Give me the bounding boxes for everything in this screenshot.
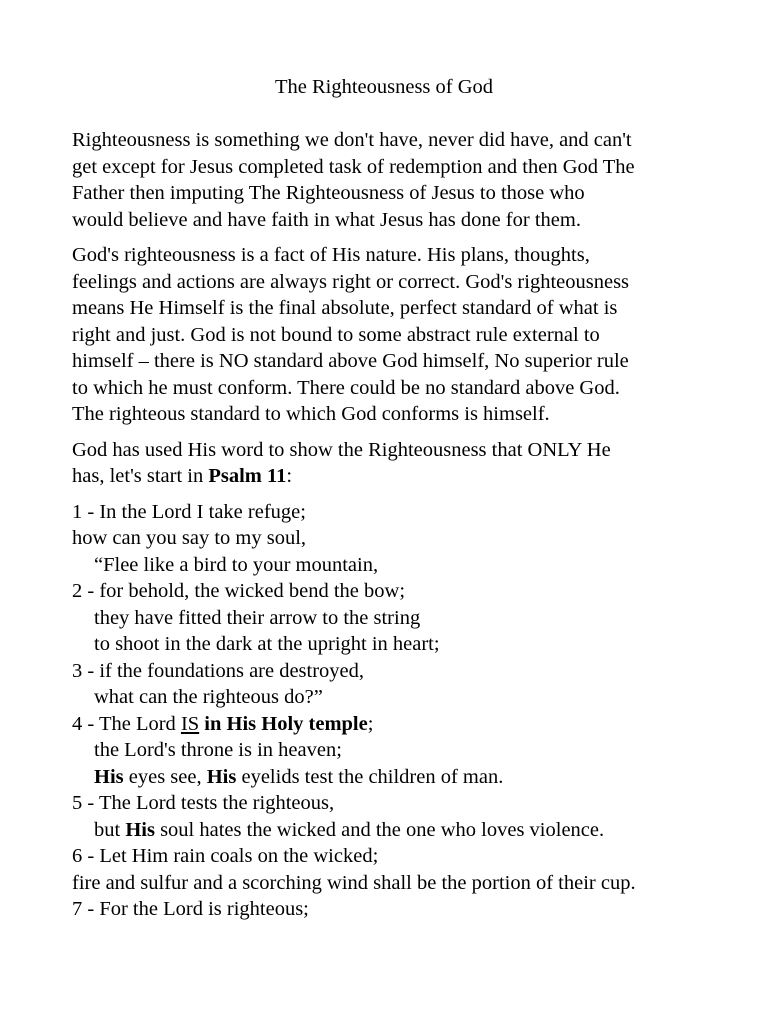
text-run: but (94, 818, 126, 841)
text-run: ; (367, 712, 374, 735)
verse-7: 7 - For the Lord is righteous; (72, 898, 309, 920)
verse-line: the Lord's throne is in heaven; (94, 739, 342, 761)
verse-line: they have fitted their arrow to the string (94, 606, 421, 629)
text-line (72, 463, 704, 490)
text-line: means He Himself is the final absolute, perfect standard of what is (72, 297, 618, 319)
paragraph-righteousness-intro (72, 127, 704, 233)
underlined-text: IS (180, 712, 200, 735)
text-run: soul hates the wicked and the one who loves violence. (154, 818, 605, 841)
text-run: has, let's start in (72, 465, 209, 487)
psalm-verses (72, 499, 704, 923)
document-body (72, 127, 704, 923)
verse-line: “Flee like a bird to your mountain, (94, 553, 379, 576)
text-run: eyes see, (123, 765, 207, 788)
verse-4 (72, 711, 704, 738)
text-run: eyelids test the children of man. (236, 765, 504, 788)
document-title: The Righteousness of God (274, 76, 494, 98)
verse-3: 3 - if the foundations are destroyed, (72, 659, 365, 682)
text-run: : (286, 465, 293, 487)
verse-1: 1 - In the Lord I take refuge; (72, 500, 306, 523)
verse-2: 2 - for behold, the wicked bend the bow; (72, 580, 406, 602)
paragraph-psalm-intro (72, 437, 704, 490)
bold-text: His (94, 765, 124, 788)
bold-text: His (125, 818, 155, 841)
verse-line (72, 764, 704, 791)
text-line: Father then imputing The Righteousness of Jesus to those who (72, 182, 585, 204)
verse-5: 5 - The Lord tests the righteous, (72, 792, 335, 814)
text-line: God has used His word to show the Righteousness that ONLY He (72, 438, 611, 461)
verse-line: how can you say to my soul, (72, 527, 307, 549)
text-line: to which he must conform. There could be no standard above God. (72, 376, 620, 399)
text-run: 4 - The Lord (72, 712, 181, 735)
text-line: The righteous standard to which God conforms is himself. (72, 403, 550, 425)
text-line: feelings and actions are always right or correct. God's righteousness (72, 270, 630, 293)
verse-line: to shoot in the dark at the upright in heart; (94, 633, 440, 655)
text-line: right and just. God is not bound to some abstract rule external to (72, 323, 600, 346)
psalm-reference: Psalm 11 (208, 465, 287, 487)
verse-line: what can the righteous do?” (94, 686, 323, 708)
text-line: God's righteousness is a fact of His nature. His plans, thoughts, (72, 244, 590, 266)
paragraph-gods-nature (72, 242, 704, 428)
text-line: himself – there is NO standard above God himself, No superior rule (72, 350, 629, 372)
verse-6: 6 - Let Him rain coals on the wicked; (72, 845, 379, 867)
text-line: get except for Jesus completed task of redemption and then God The (72, 155, 635, 178)
text-line: Righteousness is something we don't have, never did have, and can't (72, 129, 632, 151)
verse-line: fire and sulfur and a scorching wind shall be the portion of their cup. (72, 871, 636, 894)
bold-text: His (206, 765, 237, 788)
text-line: would believe and have faith in what Jesus has done for them. (72, 208, 581, 231)
verse-line (72, 817, 704, 844)
bold-text: in His Holy temple (204, 712, 368, 735)
